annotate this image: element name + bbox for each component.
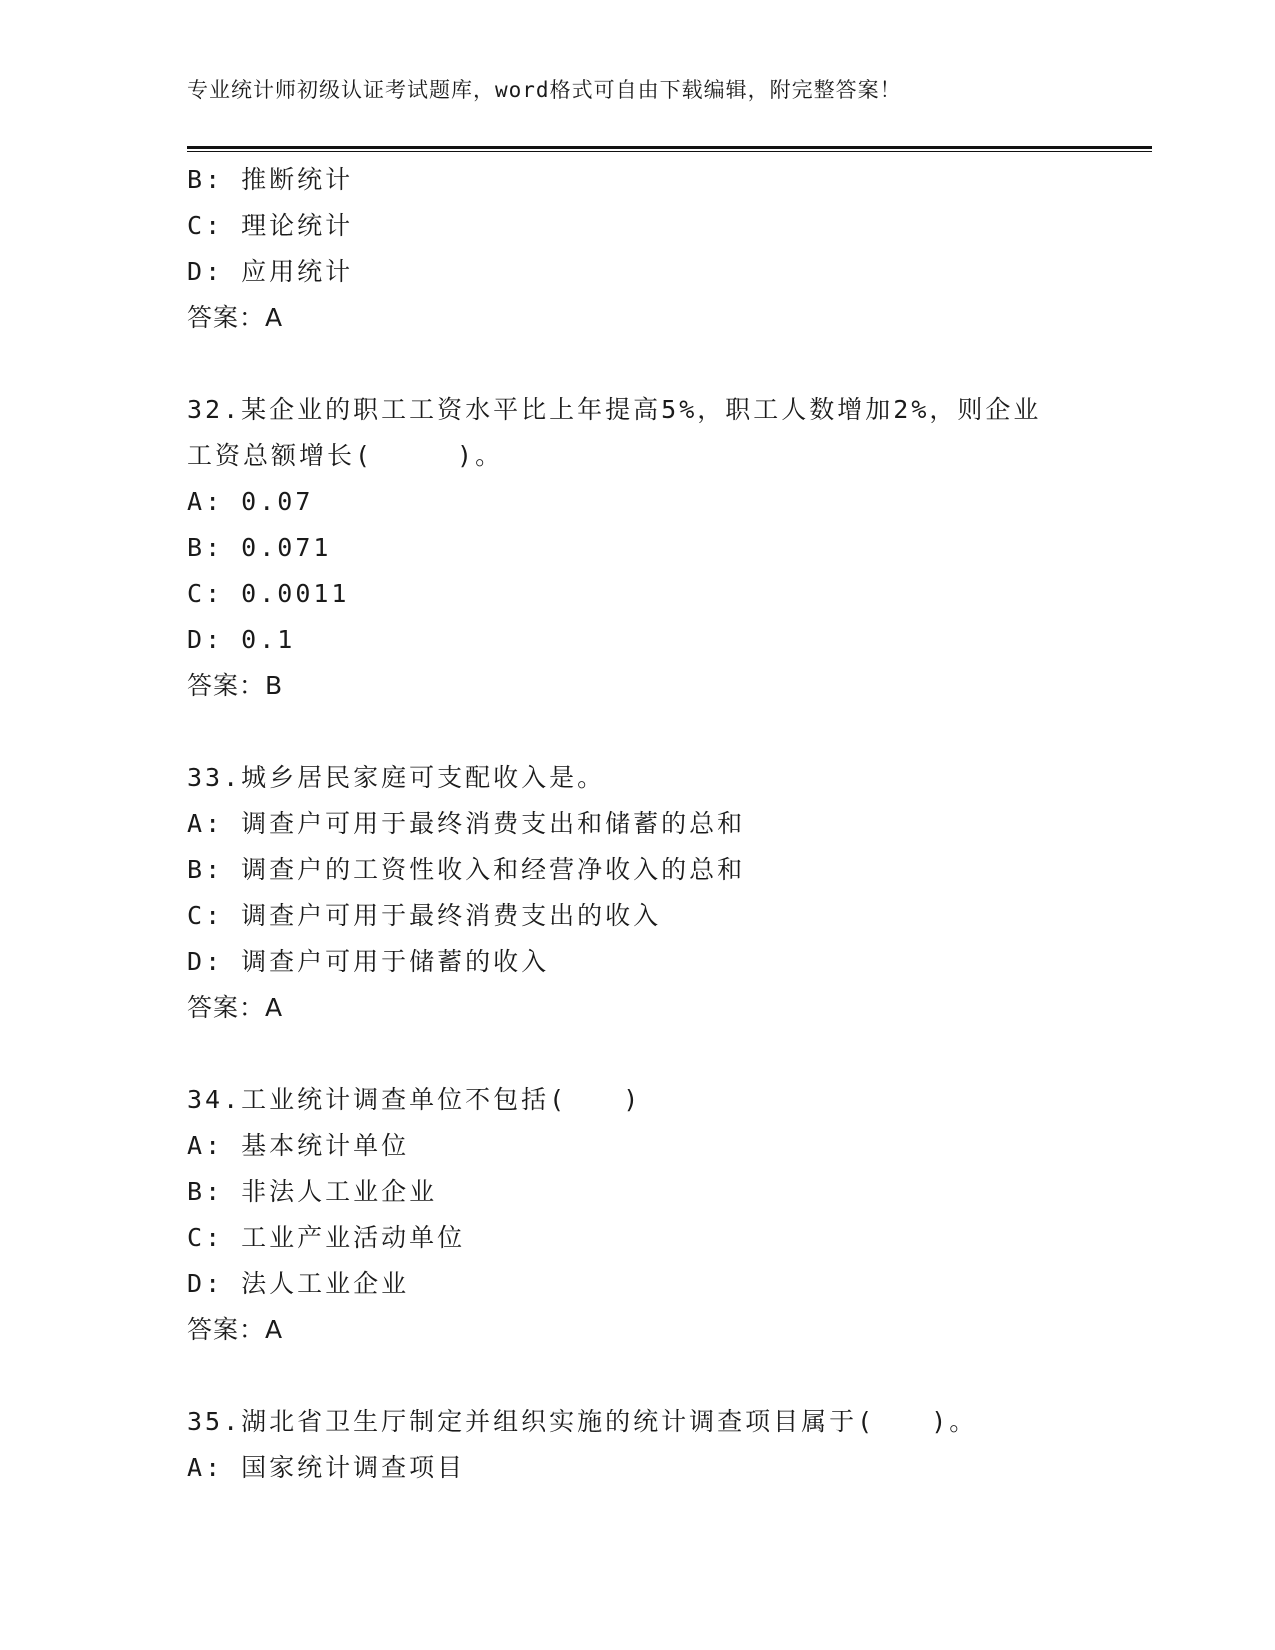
header-rule-thick: [187, 146, 1152, 149]
spacer: [187, 709, 1152, 755]
answer-line: 答案：A: [187, 1315, 284, 1344]
option-line: A: 基本统计单位: [187, 1131, 410, 1160]
option-line: D: 0.1: [187, 625, 296, 654]
option-line: D: 调查户可用于储蓄的收入: [187, 947, 550, 976]
option-line: C: 调查户可用于最终消费支出的收入: [187, 901, 662, 930]
option-line: B: 调查户的工资性收入和经营净收入的总和: [187, 855, 746, 884]
answer-line: 答案：A: [187, 993, 284, 1022]
question-stem: 34.工业统计调查单位不包括( ): [187, 1085, 642, 1114]
option-line: A: 0.07: [187, 487, 314, 516]
option-line: C: 0.0011: [187, 579, 350, 608]
option-line: A: 国家统计调查项目: [187, 1453, 466, 1482]
option-line: D: 应用统计: [187, 257, 354, 286]
option-line: D: 法人工业企业: [187, 1269, 410, 1298]
question-stem: 32.某企业的职工工资水平比上年提高5%，职工人数增加2%，则企业: [187, 395, 1042, 424]
question-content: [187, 157, 1152, 1491]
answer-line: 答案：A: [187, 303, 284, 332]
answer-line: 答案：B: [187, 671, 284, 700]
spacer: [187, 341, 1152, 387]
spacer: [187, 1031, 1152, 1077]
question-stem: 35.湖北省卫生厅制定并组织实施的统计调查项目属于( )。: [187, 1407, 978, 1436]
option-line: B: 推断统计: [187, 165, 354, 194]
option-line: C: 工业产业活动单位: [187, 1223, 466, 1252]
option-line: B: 0.071: [187, 533, 332, 562]
page-header: 专业统计师初级认证考试题库，word格式可自由下载编辑，附完整答案！: [187, 78, 902, 102]
option-line: B: 非法人工业企业: [187, 1177, 438, 1206]
spacer: [187, 1353, 1152, 1399]
option-line: A: 调查户可用于最终消费支出和储蓄的总和: [187, 809, 746, 838]
question-stem-continued: 工资总额增长( )。: [187, 441, 504, 470]
header-rule-thin: [187, 151, 1152, 152]
question-stem: 33.城乡居民家庭可支配收入是。: [187, 763, 606, 792]
option-line: C: 理论统计: [187, 211, 354, 240]
